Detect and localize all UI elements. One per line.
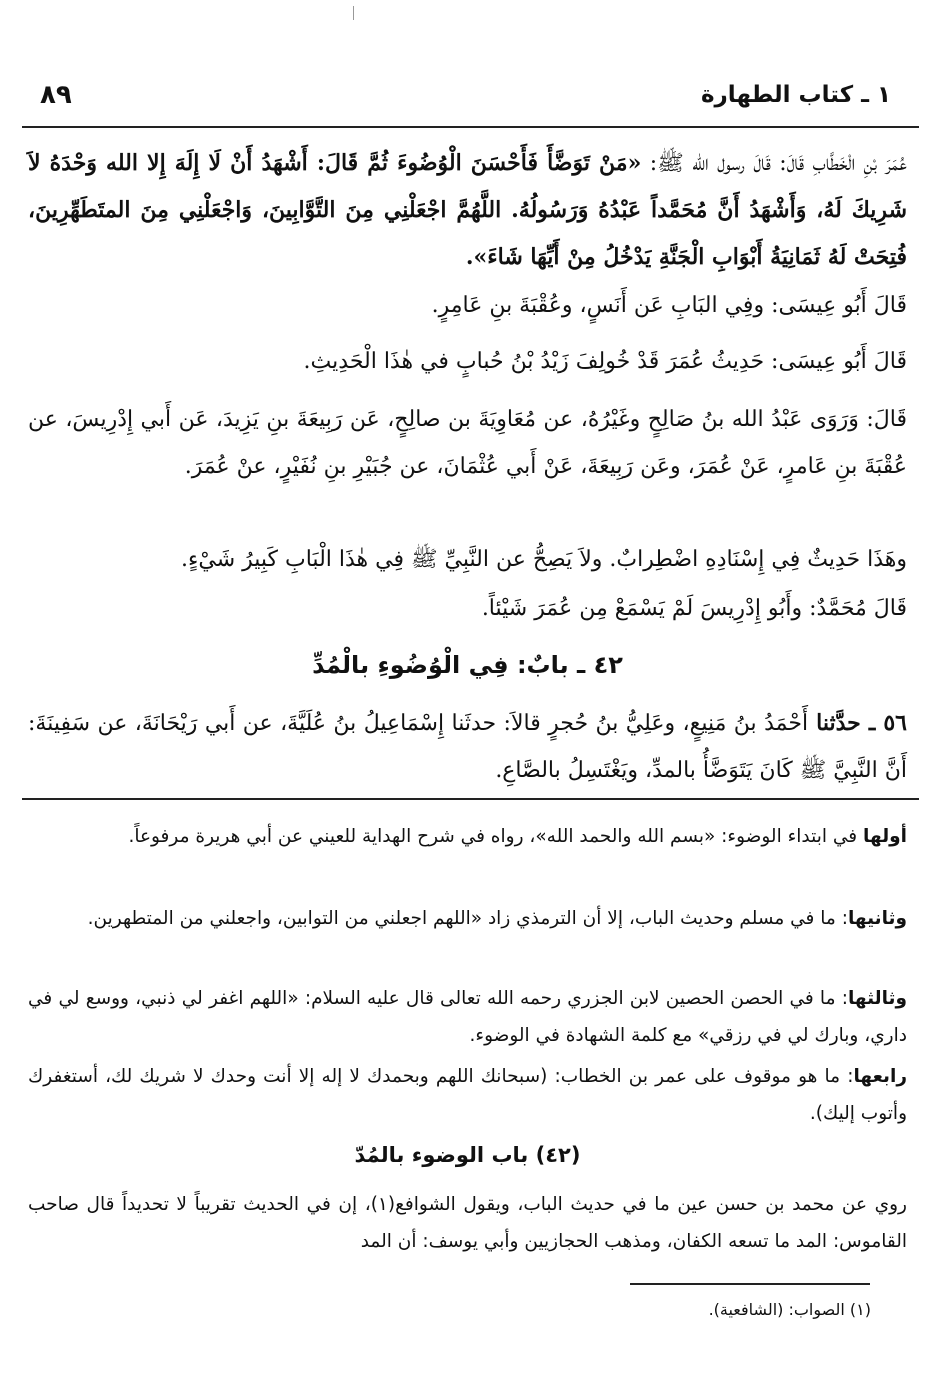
commentary-4-lead: رابعها <box>853 1066 907 1087</box>
header-rule <box>22 126 919 128</box>
chapter-heading: ٤٢ ـ بابٌ: فِي الْوُضُوءِ بالْمُدِّ <box>312 651 623 679</box>
hadith-56-text: أَحْمَدُ بنُ مَنِيعٍ، وعَلِيُّ بنُ حُجرٍ قالاَ: حدثَنا إِسْمَاعِيلُ بنُ عُلَيَّةَ، عن أَبي رَيْحَانَةَ، عن سَفِينَةَ: أَنَّ النَّبِيَّ ﷺ كَانَ يَتَوَضَّأُ بالمدِّ، ويَغْتَسِلُ بالصَّاعِ. <box>28 711 907 783</box>
commentary-5 <box>28 1186 907 1260</box>
isnad-weakness-note: وهَذَا حَدِيثٌ فِي إِسْنَادِهِ اضْطِرابٌ. ولاَ يَصِحُّ عن النَّبِيِّ ﷺ فِي هٰذَا الْبَابِ كَبِيرُ شَيْءٍ. <box>181 547 907 572</box>
commentary-heading: (٤٢) باب الوضوء بالمُدّ <box>354 1143 581 1167</box>
page-number: ٨٩ <box>40 80 72 110</box>
hadith-paragraph-6 <box>28 585 907 632</box>
commentary-1-text: في ابتداء الوضوء: «بسم الله والحمد الله»، رواه في شرح الهداية للعيني عن أبي هريرة مرفوعاً. <box>128 826 864 847</box>
running-title: ١ ـ كتاب الطهارة <box>700 82 891 108</box>
footnote: (١) الصواب: (الشافعية). <box>708 1300 871 1319</box>
abu-isa-note-2: قَالَ أَبُو عِيسَى: حَدِيثُ عُمَرَ قَدْ خُولِفَ زَيْدُ بْنُ حُبابٍ في هٰذَا الْحَدِيثِ. <box>303 349 907 374</box>
hadith-paragraph-1 <box>28 140 907 281</box>
commentary-3 <box>28 980 907 1054</box>
muhammad-note: قَالَ مُحَمَّدٌ: وأَبُو إِدْرِيسَ لَمْ يَسْمَعْ مِن عُمَرَ شَيْئاً. <box>481 596 907 621</box>
commentary-3-lead: وثالثها <box>847 988 907 1009</box>
abu-isa-note-1: قَالَ أَبُو عِيسَى: وفِي البَابِ عَن أَنَسٍ، وعُقْبَةَ بنِ عَامِرٍ. <box>431 293 907 318</box>
commentary-1-lead: أولها <box>863 826 907 847</box>
hadith-paragraph-4 <box>28 396 907 490</box>
hadith-paragraph-7 <box>28 700 907 794</box>
isnad-variants: قَالَ: وَرَوَى عَبْدُ الله بنُ صَالِحٍ وغَيْرُهُ، عن مُعَاوِيَةَ بن صالِحٍ، عَن رَبِيعَةَ بنِ يَزِيدَ، عَن أَبي إِدْرِيسَ، عن عُقْبَةَ بنِ عَامرٍ، عَنْ عُمَرَ، وعَن رَبِيعَةَ، عَنْ أَبي عُثْمَانَ، عن جُبَيْرِ بنِ نُفَيْرٍ، عنْ عُمَرَ. <box>28 407 907 479</box>
commentary-2-text: : ما في مسلم وحديث الباب، إلا أن الترمذي زاد «اللهم اجعلني من التوابين، واجعلني من المتطهرين. <box>87 908 848 929</box>
commentary-3-text: : ما في الحصن الحصين لابن الجزري رحمه الله تعالى قال عليه السلام: «اللهم اغفر لي ذنبي، ووسع لي في داري، وبارك لي في رزقي» مع كلمة الشهادة في الوضوء. <box>28 988 907 1046</box>
commentary-2 <box>28 900 907 937</box>
hadith-paragraph-2 <box>28 282 907 329</box>
page-header <box>30 82 911 122</box>
commentary-2-lead: وثانيها <box>847 908 907 929</box>
hadith-1-narration: عُمَرَ بْنِ الْخَطَّابِ قَالَ: قَالَ رسول الله ﷺ: <box>641 151 907 176</box>
hadith-number: ٥٦ ـ حدَّثنا <box>808 710 907 736</box>
commentary-1 <box>28 818 907 855</box>
hadith-paragraph-5 <box>28 536 907 583</box>
commentary-divider <box>22 798 919 800</box>
commentary-4-text: : ما هو موقوف على عمر بن الخطاب: (سبحانك اللهم وبحمدك لا إله إلا أنت وحدك لا شريك لك، أستغفرك وأتوب إليك). <box>28 1066 907 1124</box>
commentary-5-text: روي عن محمد بن حسن عين ما في حديث الباب، ويقول الشوافع(١)، إن في الحديث تقريباً لا تحديداً قال صاحب القاموس: المد ما تسعه الكفان، ومذهب الحجازيين وأبي يوسف: أن المد <box>28 1194 907 1252</box>
scan-mark <box>353 6 354 20</box>
hadith-paragraph-3 <box>28 338 907 385</box>
footnote-rule <box>630 1283 870 1285</box>
commentary-4 <box>28 1058 907 1132</box>
hadith-1-quote: «مَنْ تَوَضَّأَ فَأَحْسَنَ الْوُضُوءَ ثُمَّ قَالَ: أَشْهَدُ أَنْ لَا إِلَهَ إِلا الله وَحْدَهُ لاَ شَرِيكَ لَهُ، وَأَشْهَدُ أَنَّ مُحَمَّداً عَبْدُهُ وَرَسُولُهُ. اللَّهُمَّ اجْعَلْنِي مِنَ التَّوَّابِينَ، وَاجْعَلْنِي مِنَ المتَطَهِّرِينَ، فُتِحَتْ لَهُ ثَمَانِيَةُ أَبْوَابِ الْجَنَّةِ يَدْخُلُ مِنْ أَيِّهَا شَاءَ». <box>28 150 907 270</box>
